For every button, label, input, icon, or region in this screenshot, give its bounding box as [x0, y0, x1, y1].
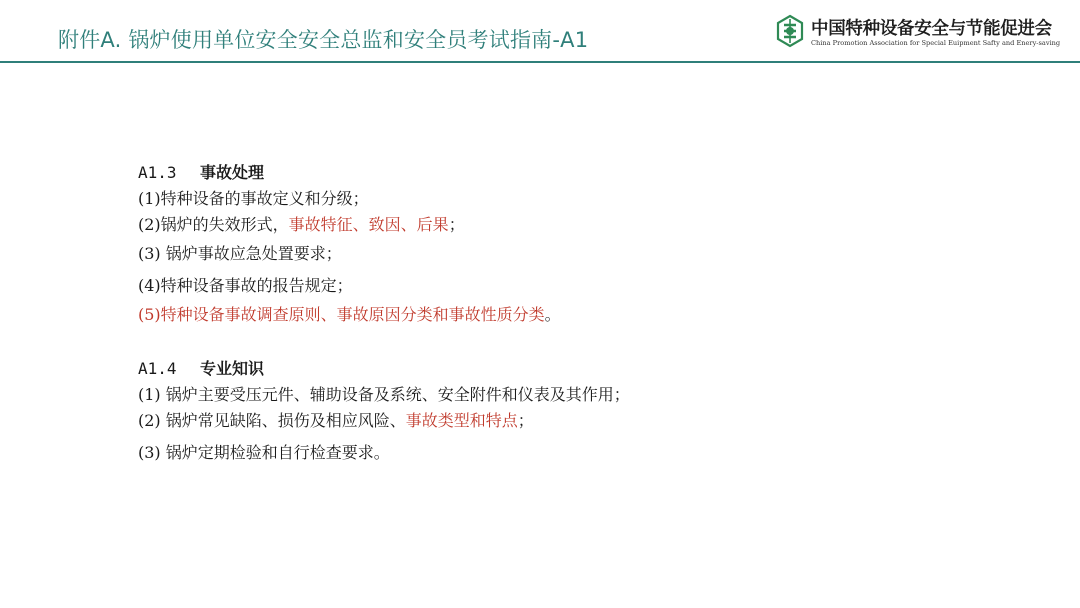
item-suffix: ； — [448, 215, 465, 234]
item-text: (3) 锅炉定期检验和自行检查要求。 — [138, 443, 390, 462]
org-logo — [775, 12, 1075, 52]
org-name-cn: 中国特种设备安全与节能促进会 — [811, 19, 1052, 39]
item-highlight: 事故类型和特点 — [405, 411, 518, 430]
list-item — [138, 440, 1038, 466]
item-text: (4)特种设备事故的报告规定； — [138, 276, 353, 295]
list-item — [138, 382, 1038, 408]
item-text: (2) 锅炉常见缺陷、损伤及相应风险、 — [138, 411, 406, 430]
item-highlight: (5)特种设备事故调查原则、事故原因分类和事故性质分类 — [138, 305, 545, 324]
org-name-en: China Promotion Association for Special Euipment Safty and Enery-saving — [811, 39, 1061, 47]
page-title: 附件A. 锅炉使用单位安全安全总监和安全员考试指南-A1 — [58, 28, 589, 52]
section-number: A1.4 — [138, 359, 177, 378]
item-text: (3) 锅炉事故应急处置要求； — [138, 244, 342, 263]
item-text: (1)特种设备的事故定义和分级； — [138, 189, 369, 208]
section-title: 专业知识 — [200, 359, 265, 378]
list-item — [138, 302, 1038, 328]
list-item — [138, 273, 1038, 299]
content-body — [138, 160, 1038, 466]
org-logo-icon — [775, 14, 805, 48]
list-item — [138, 212, 1038, 238]
item-text: (1) 锅炉主要受压元件、辅助设备及系统、安全附件和仪表及其作用； — [138, 385, 630, 404]
list-item — [138, 186, 1038, 212]
slide-header — [0, 0, 1080, 62]
section-heading — [138, 160, 1038, 186]
header-divider — [0, 61, 1080, 63]
section-title: 事故处理 — [200, 163, 265, 182]
item-text: (2)锅炉的失效形式， — [138, 215, 289, 234]
section-number: A1.3 — [138, 163, 177, 182]
section-heading — [138, 356, 1038, 382]
list-item — [138, 408, 1038, 434]
item-highlight: 事故特征、致因、后果 — [288, 215, 449, 234]
list-item — [138, 241, 1038, 267]
item-suffix: 。 — [544, 305, 561, 324]
item-suffix: ； — [517, 411, 534, 430]
